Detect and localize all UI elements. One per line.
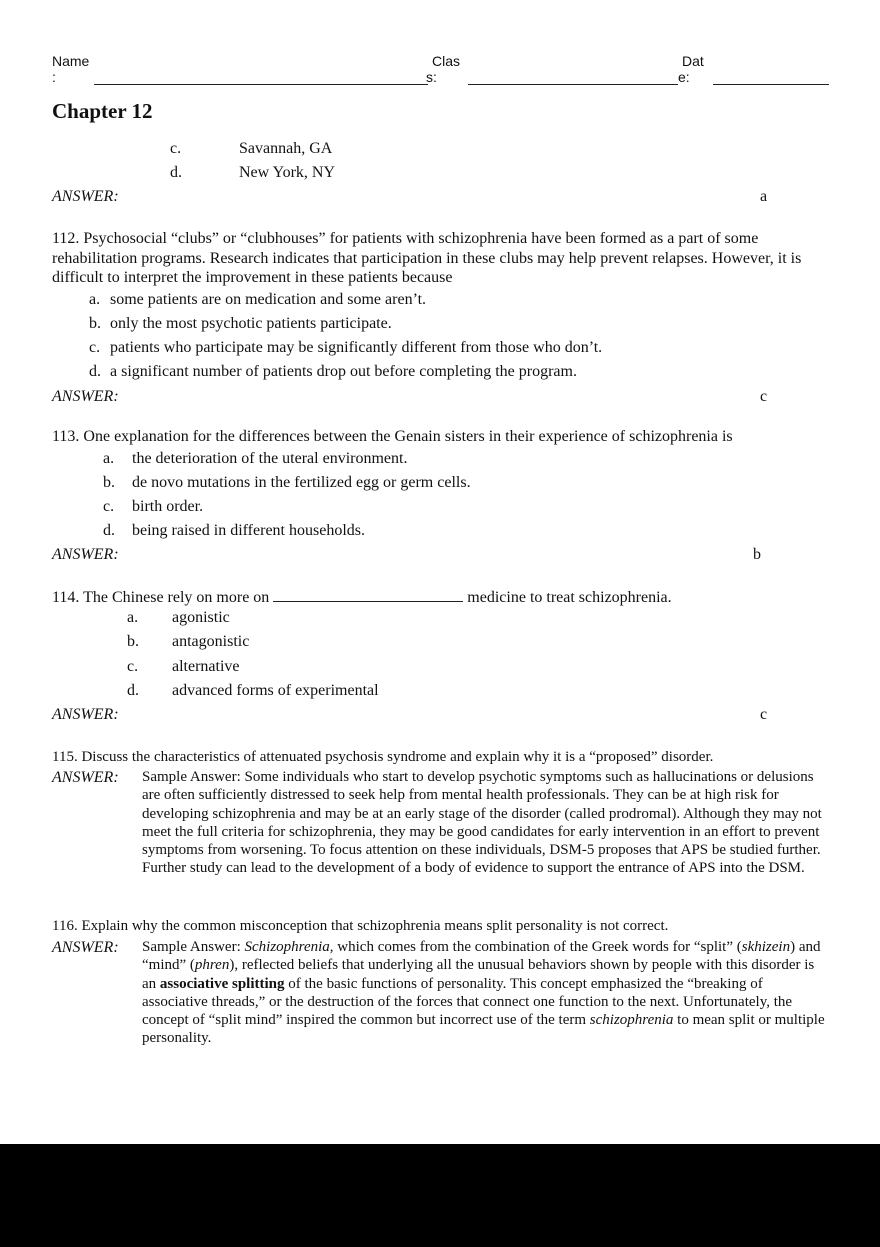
question-112-stem: 112. Psychosocial “clubs” or “clubhouses” for patients with schizophrenia have been formed as a part of some rehabilitation programs. Research indicates that participation in these clubs may help prevent relapses. However, it is difficult to interpret the improvement in these patients because — [52, 230, 802, 286]
answer-label: ANSWER: — [52, 388, 119, 405]
date-label: Dat e: — [678, 53, 704, 85]
option-text: antagonistic — [172, 633, 250, 650]
option-letter: c. — [127, 658, 139, 675]
option-text: de novo mutations in the fertilized egg or germ cells. — [132, 474, 471, 491]
option-text: birth order. — [132, 498, 204, 515]
option-text: Savannah, GA — [239, 140, 333, 157]
option-text: agonistic — [172, 609, 230, 626]
option-letter: b. — [103, 474, 115, 491]
option-letter: a. — [89, 291, 101, 308]
name-label: Name : — [52, 53, 90, 85]
question-116-stem: 116. Explain why the common misconception that schizophrenia means split personality is not correct. — [52, 918, 669, 934]
essay-answer-116: Sample Answer: Schizophrenia, which comes from the combination of the Greek words for “split” (skhizein) and “mind” (phren), reflected beliefs that underlying all the unusual behaviors shown by people with this disorder is an associative splitting of the basic functions of personality. This concept emphasized the “breaking of associative threads,” or the destruction of the forces that connect one function to the next. Unfortunately, the concept of “split mind” inspired the common but incorrect use of the term schizophrenia to mean split or multiple personality. — [142, 939, 825, 1047]
chapter-title: Chapter 12 — [52, 99, 153, 123]
question-113-stem: 113. One explanation for the differences between the Genain sisters in their experience of schizophrenia is — [52, 428, 733, 445]
answer-value: c — [760, 388, 768, 405]
option-letter: b. — [127, 633, 139, 650]
option-text: being raised in different households. — [132, 522, 365, 539]
option-text: the deterioration of the uteral environment. — [132, 450, 408, 467]
key-term: associative splitting — [159, 975, 285, 992]
option-letter: c. — [89, 339, 101, 356]
option-text: New York, NY — [239, 164, 336, 181]
date-field-line[interactable] — [713, 84, 829, 85]
option-text: some patients are on medication and some aren’t. — [110, 291, 427, 308]
option-letter: c. — [170, 140, 182, 157]
answer-label: ANSWER: — [52, 769, 119, 786]
option-text: patients who participate may be significantly different from those who don’t. — [110, 339, 603, 356]
option-letter: a. — [127, 609, 139, 626]
option-letter: d. — [170, 164, 182, 181]
answer-value: b — [753, 546, 761, 563]
option-text: a significant number of patients drop out before completing the program. — [110, 363, 577, 380]
option-letter: b. — [89, 315, 101, 332]
option-text: alternative — [172, 658, 240, 675]
option-letter: a. — [103, 450, 115, 467]
option-text: only the most psychotic patients participate. — [110, 315, 392, 332]
option-letter: c. — [103, 498, 115, 515]
option-letter: d. — [89, 363, 101, 380]
class-field-line[interactable] — [468, 84, 678, 85]
answer-label: ANSWER: — [52, 706, 119, 723]
answer-value: a — [760, 188, 768, 205]
name-field-line[interactable] — [94, 84, 428, 85]
answer-label: ANSWER: — [52, 188, 119, 205]
question-114-stem: 114. The Chinese rely on more on medicine to treat schizophrenia. — [52, 589, 672, 606]
page-bottom-band — [0, 1144, 880, 1247]
question-115-stem: 115. Discuss the characteristics of attenuated psychosis syndrome and explain why it is a “proposed” disorder. — [52, 749, 714, 765]
option-text: advanced forms of experimental — [172, 682, 379, 699]
answer-label: ANSWER: — [52, 546, 119, 563]
answer-value: c — [760, 706, 768, 723]
option-letter: d. — [127, 682, 139, 699]
fill-in-blank — [273, 587, 463, 602]
answer-label: ANSWER: — [52, 939, 119, 956]
class-label: Clas s: — [426, 53, 461, 85]
option-letter: d. — [103, 522, 115, 539]
essay-answer-115: Sample Answer: Some individuals who start to develop psychotic symptoms such as hallucinations or delusions are often sufficiently distressed to seek help from mental health professionals. They can be at high risk for developing schizophrenia and may be at an early stage of the disorder (called prodromal). Although they may not meet the full criteria for schizophrenia, they may be good candidates for early intervention in an effort to prevent symptoms from worsening. To focus attention on these individuals, DSM-5 proposes that APS be studied further. Further study can lead to the development of a body of evidence to support the entrance of APS into the DSM. — [142, 769, 822, 877]
